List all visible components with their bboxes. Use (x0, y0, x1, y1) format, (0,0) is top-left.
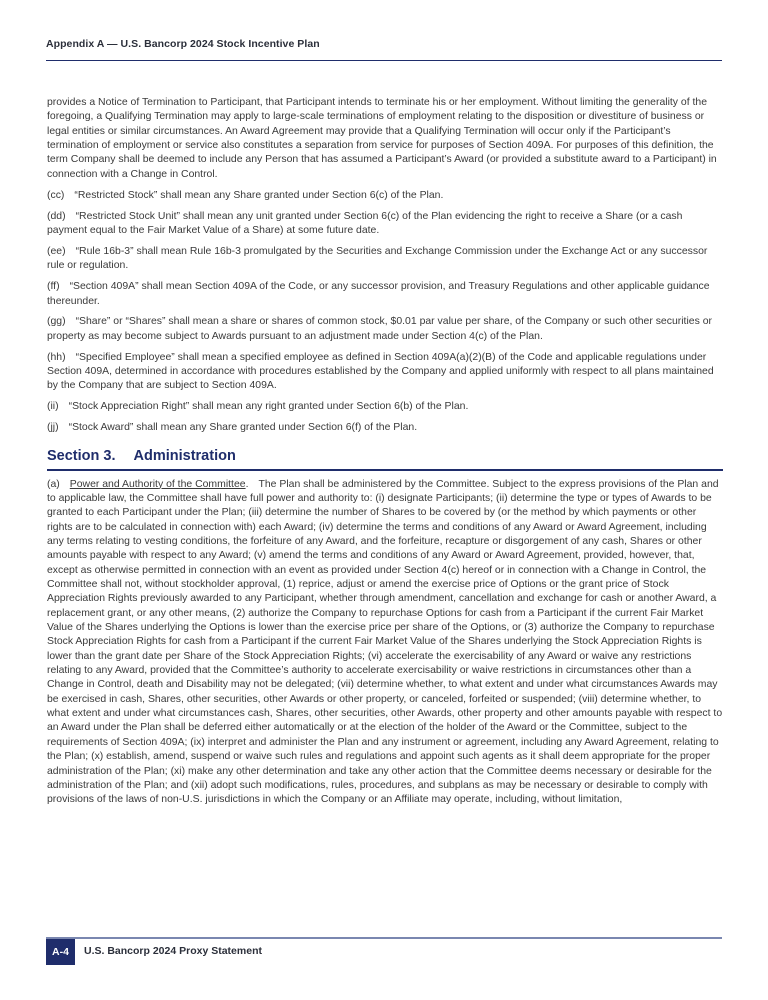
definition-text: “Restricted Stock Unit” shall mean any unit granted under Section 6(c) of the Plan evidencing the right to receive a Share (or a cash payment equal to the Fair Market Value of a Share) at some future date. (47, 210, 683, 236)
definition-hh (47, 351, 723, 394)
page-header (46, 37, 722, 61)
definition-label: (ii) (47, 401, 59, 413)
definition-ff (47, 280, 723, 309)
running-header-title: Appendix A — U.S. Bancorp 2024 Stock Incentive Plan (46, 38, 320, 50)
section-number: Section 3. (47, 447, 116, 464)
section-heading (47, 447, 723, 465)
definition-label: (ee) (47, 245, 66, 257)
definition-label: (dd) (47, 210, 66, 222)
document-body (47, 96, 723, 814)
definition-text: “Share” or “Shares” shall mean a share or shares of common stock, $0.01 par value per share, of the Company or such other securities or property as may become subject to Awards pursuant to an adjustment made under Section 4(c) of the Plan. (47, 316, 712, 342)
definition-text: “Rule 16b-3” shall mean Rule 16b-3 promulgated by the Securities and Exchange Commission under the Exchange Act or any successor rule or regulation. (47, 245, 708, 272)
definition-label: (gg) (47, 316, 66, 328)
definition-label: (ff) (47, 281, 60, 293)
definition-label: (jj) (47, 422, 59, 434)
paragraph-heading: Power and Authority of the Committee (69, 478, 246, 490)
paragraph-label: (a) (47, 478, 60, 490)
definition-dd (47, 210, 723, 239)
page-number-badge: A-4 (46, 939, 75, 965)
paragraph-text: The Plan shall be administered by the Committee. Subject to the express provisions of the Plan and to applicable law, the Committee shall have full power and authority to: (i) designate Participants; (ii) determine the type or types of Awards to be granted to each Participant under the Plan; (iii) determine the number of Shares to be covered by (or the method by which payments or other rights are to be calculated in connection with) each Award; (iv) determine the terms and conditions of any Award or Award Agreement, including any terms relating to vesting conditions, the forfeiture of any Award, and the forfeiture, recapture or disgorgement of any cash, Shares or other amounts payable with respect to any Award; (v) amend the terms and conditions of any Award or Award Agreement, provided, however, that, except as otherwise permitted in connection with an event as provided under Section 4(c) hereof or in connection with a Change in Control, the Committee shall not, without stockholder approval, (1) reprice, adjust or amend the exercise price of Options or the grant price of Stock Appreciation Rights previously awarded to any Participant, whether through amendment, cancellation and exchange for cash or another Award, a replacement grant, or any other means, (2) authorize the Company to repurchase Options for cash from a Participant if the current Fair Market Value of the Shares underlying the Options is lower than the exercise price per share of the Options, or (3) authorize the Company to repurchase Stock Appreciation Rights for cash from a Participant if the current Fair Market Value of the Shares underlying the Stock Appreciation Rights is lower than the grant date per Share of the Stock Appreciation Rights; (vi) accelerate the exercisability of any Award or waive any restrictions relating to any Award, provided that the Committee’s authority to accelerate exercisability or waive restrictions in circumstances other than a Change in Control, death and Disability may not be delegated; (vii) determine whether, to what extent and under what circumstances Awards may be exercised in cash, Shares, other securities, other Awards or other property, or canceled, forfeited or suspended; (viii) determine whether, to what extent and under what circumstances cash, Shares, other securities, other Awards, other property and other amounts payable with respect to an Award under the Plan shall be deferred either automatically or at the election of the holder of the Award or the Committee, subject to the requirements of Section 409A; (ix) interpret and administer the Plan and any instrument or agreement, including any Award Agreement, relating to the Plan; (x) establish, amend, suspend or waive such rules and regulations and appoint such agents as it shall deem appropriate for the proper administration of the Plan; (xi) make any other determination and take any other action that the Committee deems necessary or desirable for the administration of the Plan; and (xii) adopt such modifications, rules, procedures, and subplans as may be necessary or desirable to comply with provisions of the laws of non-U.S. jurisdictions in which the Company or an Affiliate may operate, including, without limitation, (47, 478, 723, 806)
page-footer (46, 937, 722, 965)
definition-jj (47, 421, 723, 435)
definition-text: “Specified Employee” shall mean a specified employee as defined in Section 409A(a)(2)(B) of the Code and applicable regulations under Section 409A, determined in accordance with procedures established by the Company and applied uniformly with respect to all plans maintained by the Company that are subject to Section 409A. (47, 351, 714, 392)
header-divider (46, 60, 722, 61)
continuation-text: provides a Notice of Termination to Participant, that Participant intends to terminate his or her employment. Without limiting the generality of the foregoing, a Qualifying Termination may apply to large-scale terminations of employment relating to the disposition or divestiture of business or legal entities or similar circumstances. An Award Agreement may provide that a Qualifying Termination will occur only if the Participant’s termination of employment or service also constitutes a separation from service for purposes of Section 409A. For purposes of this definition, the term Company shall be deemed to include any Person that has assumed a Participant’s Award (or provided a substitute award to a Participant) in connection with a Change in Control. (47, 97, 717, 180)
definition-cc (47, 189, 723, 203)
continuation-paragraph (47, 96, 723, 182)
section-divider (47, 469, 723, 471)
definition-ee (47, 245, 723, 274)
section-title: Administration (133, 447, 236, 464)
definition-gg (47, 315, 723, 344)
definition-text: “Stock Award” shall mean any Share granted under Section 6(f) of the Plan. (68, 422, 418, 434)
definition-text: “Restricted Stock” shall mean any Share granted under Section 6(c) of the Plan. (74, 189, 444, 201)
definition-text: “Stock Appreciation Right” shall mean any right granted under Section 6(b) of the Plan. (68, 401, 469, 413)
definition-ii (47, 400, 723, 414)
paragraph-a (47, 478, 723, 808)
definition-label: (cc) (47, 189, 65, 201)
definition-text: “Section 409A” shall mean Section 409A of the Code, or any successor provision, and Treasury Regulations and other applicable guidance thereunder. (47, 281, 710, 307)
paragraph-heading-period: . (245, 478, 249, 490)
footer-publication-label: U.S. Bancorp 2024 Proxy Statement (84, 944, 262, 957)
definition-label: (hh) (47, 351, 66, 363)
